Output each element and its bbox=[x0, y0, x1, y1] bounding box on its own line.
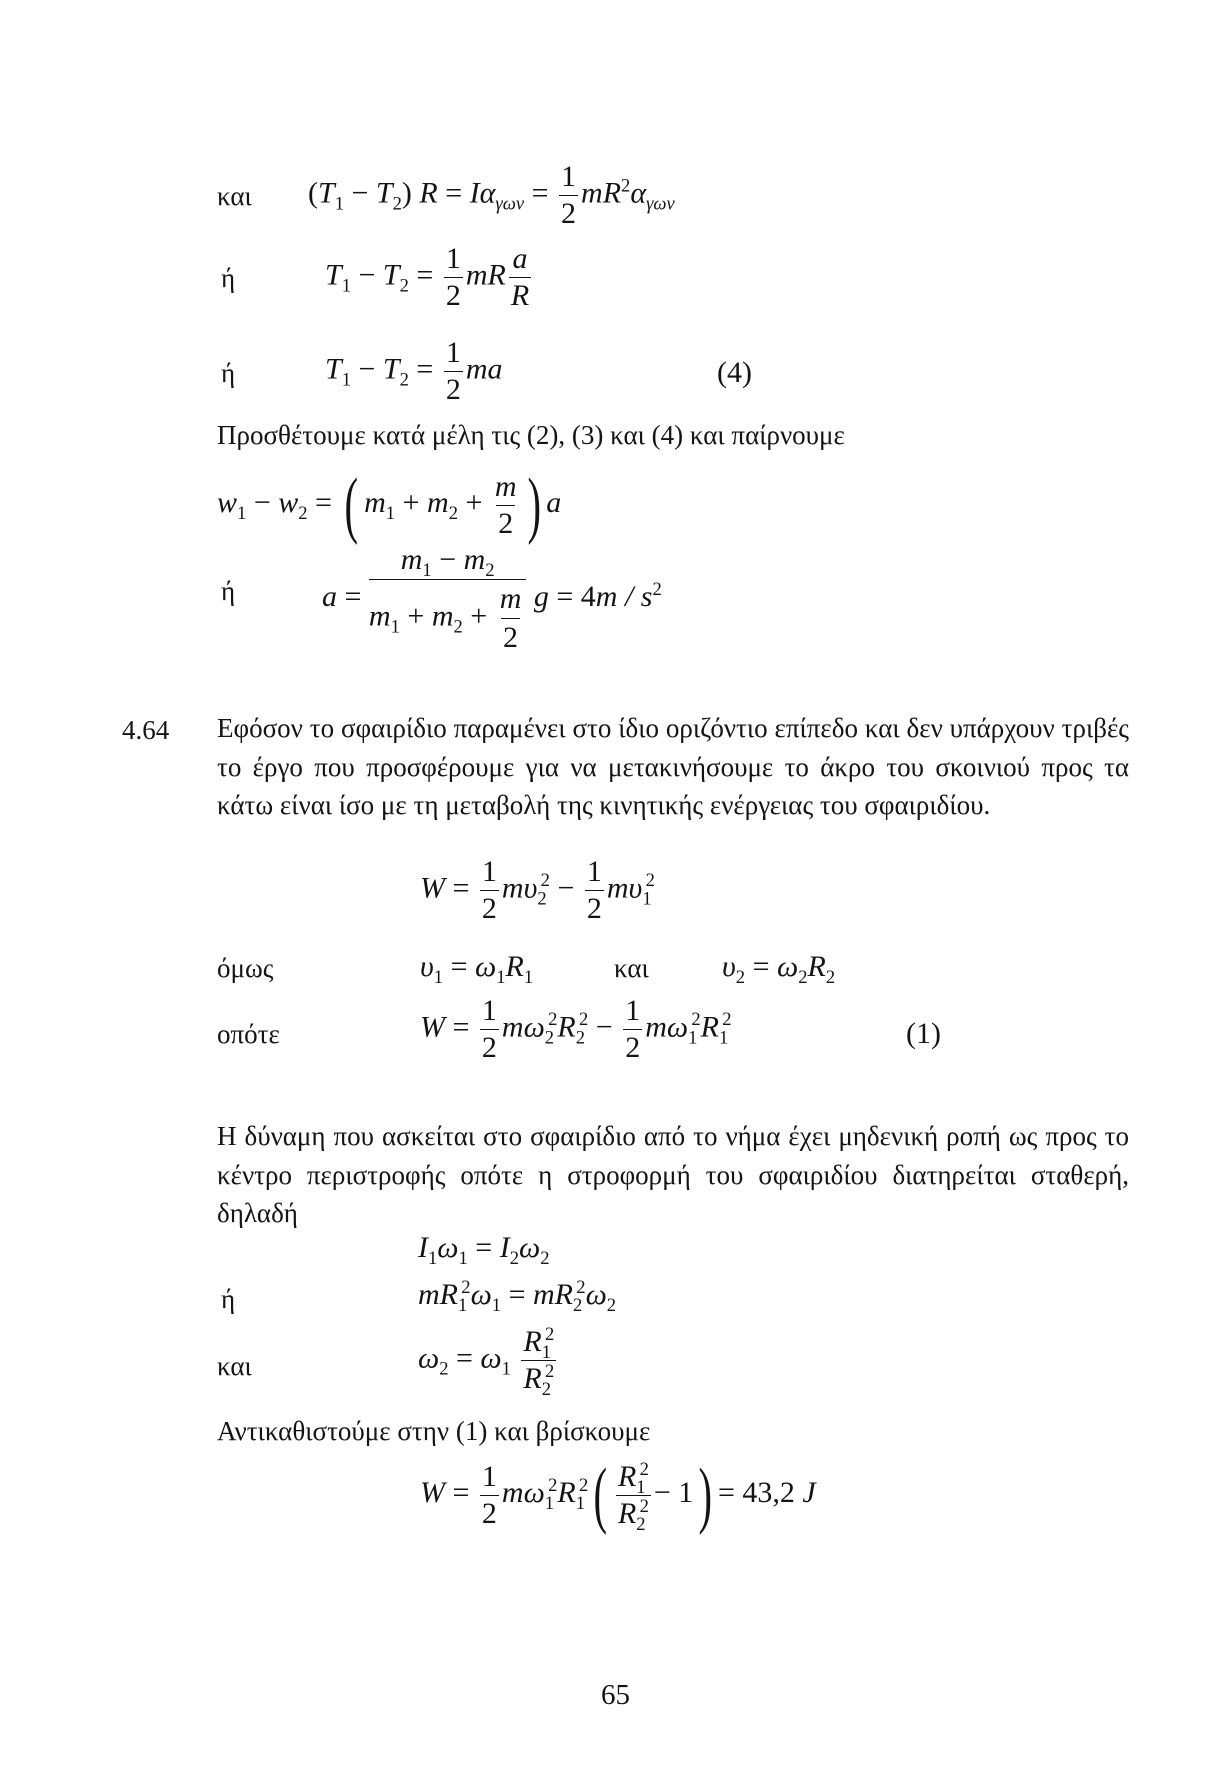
equation-momentum: $I_1\omega_1 = I_2\omega_2$ bbox=[418, 1231, 550, 1269]
word-i-4: ή bbox=[221, 1284, 236, 1314]
accel-unit: m / s bbox=[595, 579, 653, 613]
word-i-3: ή bbox=[221, 576, 236, 606]
word-i-2: ή bbox=[221, 358, 236, 388]
equation-t-diff-2: $T_1 - T_2$ = $\frac{1}{2}$ ma bbox=[325, 336, 503, 406]
equation-work-2: W = $\frac{1}{2}$ $m\omega_2^2R_2^2$ − $\frac{1}{2}$ $m\omega_1^2R_1^2$ bbox=[420, 994, 732, 1064]
work-unit: J bbox=[802, 1475, 816, 1509]
word-i-1: ή bbox=[221, 263, 236, 293]
equation-t-diff-1: $T_1 - T_2$ = $\frac{1}{2}$ mR $\frac{a}{R}$ bbox=[325, 242, 530, 312]
equation-label-1: (1) bbox=[906, 1017, 941, 1050]
equation-torque: $(T_1 - T_2) R = I\alpha_{\gamma\omega\nu}$ = $\frac{1}{2}$ $mR^2\alpha_{\gamma\omega\nu}$ bbox=[308, 160, 675, 230]
problem-number: 4.64 bbox=[122, 715, 170, 745]
equation-velocity-2: $\upsilon_2 = \omega_2R_2$ bbox=[722, 950, 836, 988]
add-intro-text: Προσθέτουμε κατά μέλη τις (2), (3) και (4) και παίρνουμε bbox=[217, 420, 845, 450]
substitute-text: Αντικαθιστούμε στην (1) και βρίσκουμε bbox=[217, 1416, 651, 1446]
force-text: Η δύναμη που ασκείται στο σφαιρίδιο από το νήμα έχει μηδενική ροπή ως προς το κέντρο περιστροφής οπότε η στροφορμή του σφαιριδίου διατηρείται σταθερή, δηλαδή bbox=[217, 1121, 1129, 1228]
word-kai-3: και bbox=[217, 1351, 252, 1381]
accel-value: 4 bbox=[580, 579, 596, 613]
word-kai-2: και bbox=[614, 953, 649, 983]
equation-velocity-1: $\upsilon_1 = \omega_1R_1$ bbox=[420, 950, 534, 988]
equation-label-4: (4) bbox=[717, 356, 752, 389]
equation-sum: $w_1 - w_2$ = ( $m_1 + m_2$ + $\frac{m}{2}$ ) a bbox=[217, 464, 562, 546]
equation-omega2: $\omega_2 = \omega_1$ $\frac{R_1^2}{R_2^2}$ bbox=[418, 1324, 555, 1400]
problem-text: Εφόσον το σφαιρίδιο παραμένει στο ίδιο οριζόντιο επίπεδο και δεν υπάρχουν τριβές το έργο που προσφέρουμε για να μετακινήσουμε το άκρο του σκοινιού προς τα κάτω είναι ίσο με τη μεταβολή της κινητικής ενέργειας του σφαιριδίου. bbox=[217, 713, 1129, 820]
word-kai-1: και bbox=[217, 181, 252, 211]
page-number: 65 bbox=[601, 1679, 630, 1711]
equation-work-1: W = $\frac{1}{2}$ $m\upsilon_2^2$ − $\frac{1}{2}$ $m\upsilon_1^2$ bbox=[420, 855, 655, 925]
word-omos: όμως bbox=[217, 953, 274, 983]
word-opote: οπότε bbox=[217, 1019, 280, 1049]
equation-final-work: W = $\frac{1}{2}$ $m\omega_1^2R_1^2$( $\frac{R_1^2}{R_2^2}$ − 1) = 43,2 J bbox=[420, 1454, 816, 1536]
work-value: 43,2 bbox=[742, 1475, 795, 1509]
equation-acceleration: a = $m_1 - m_2$ $m_1 + m_2$ + $\frac{m}{2}$ $g = 4m / s^2$ bbox=[322, 543, 662, 654]
equation-momentum-2: $mR_1^2\omega_1 = mR_2^2\omega_2$ bbox=[418, 1277, 617, 1316]
